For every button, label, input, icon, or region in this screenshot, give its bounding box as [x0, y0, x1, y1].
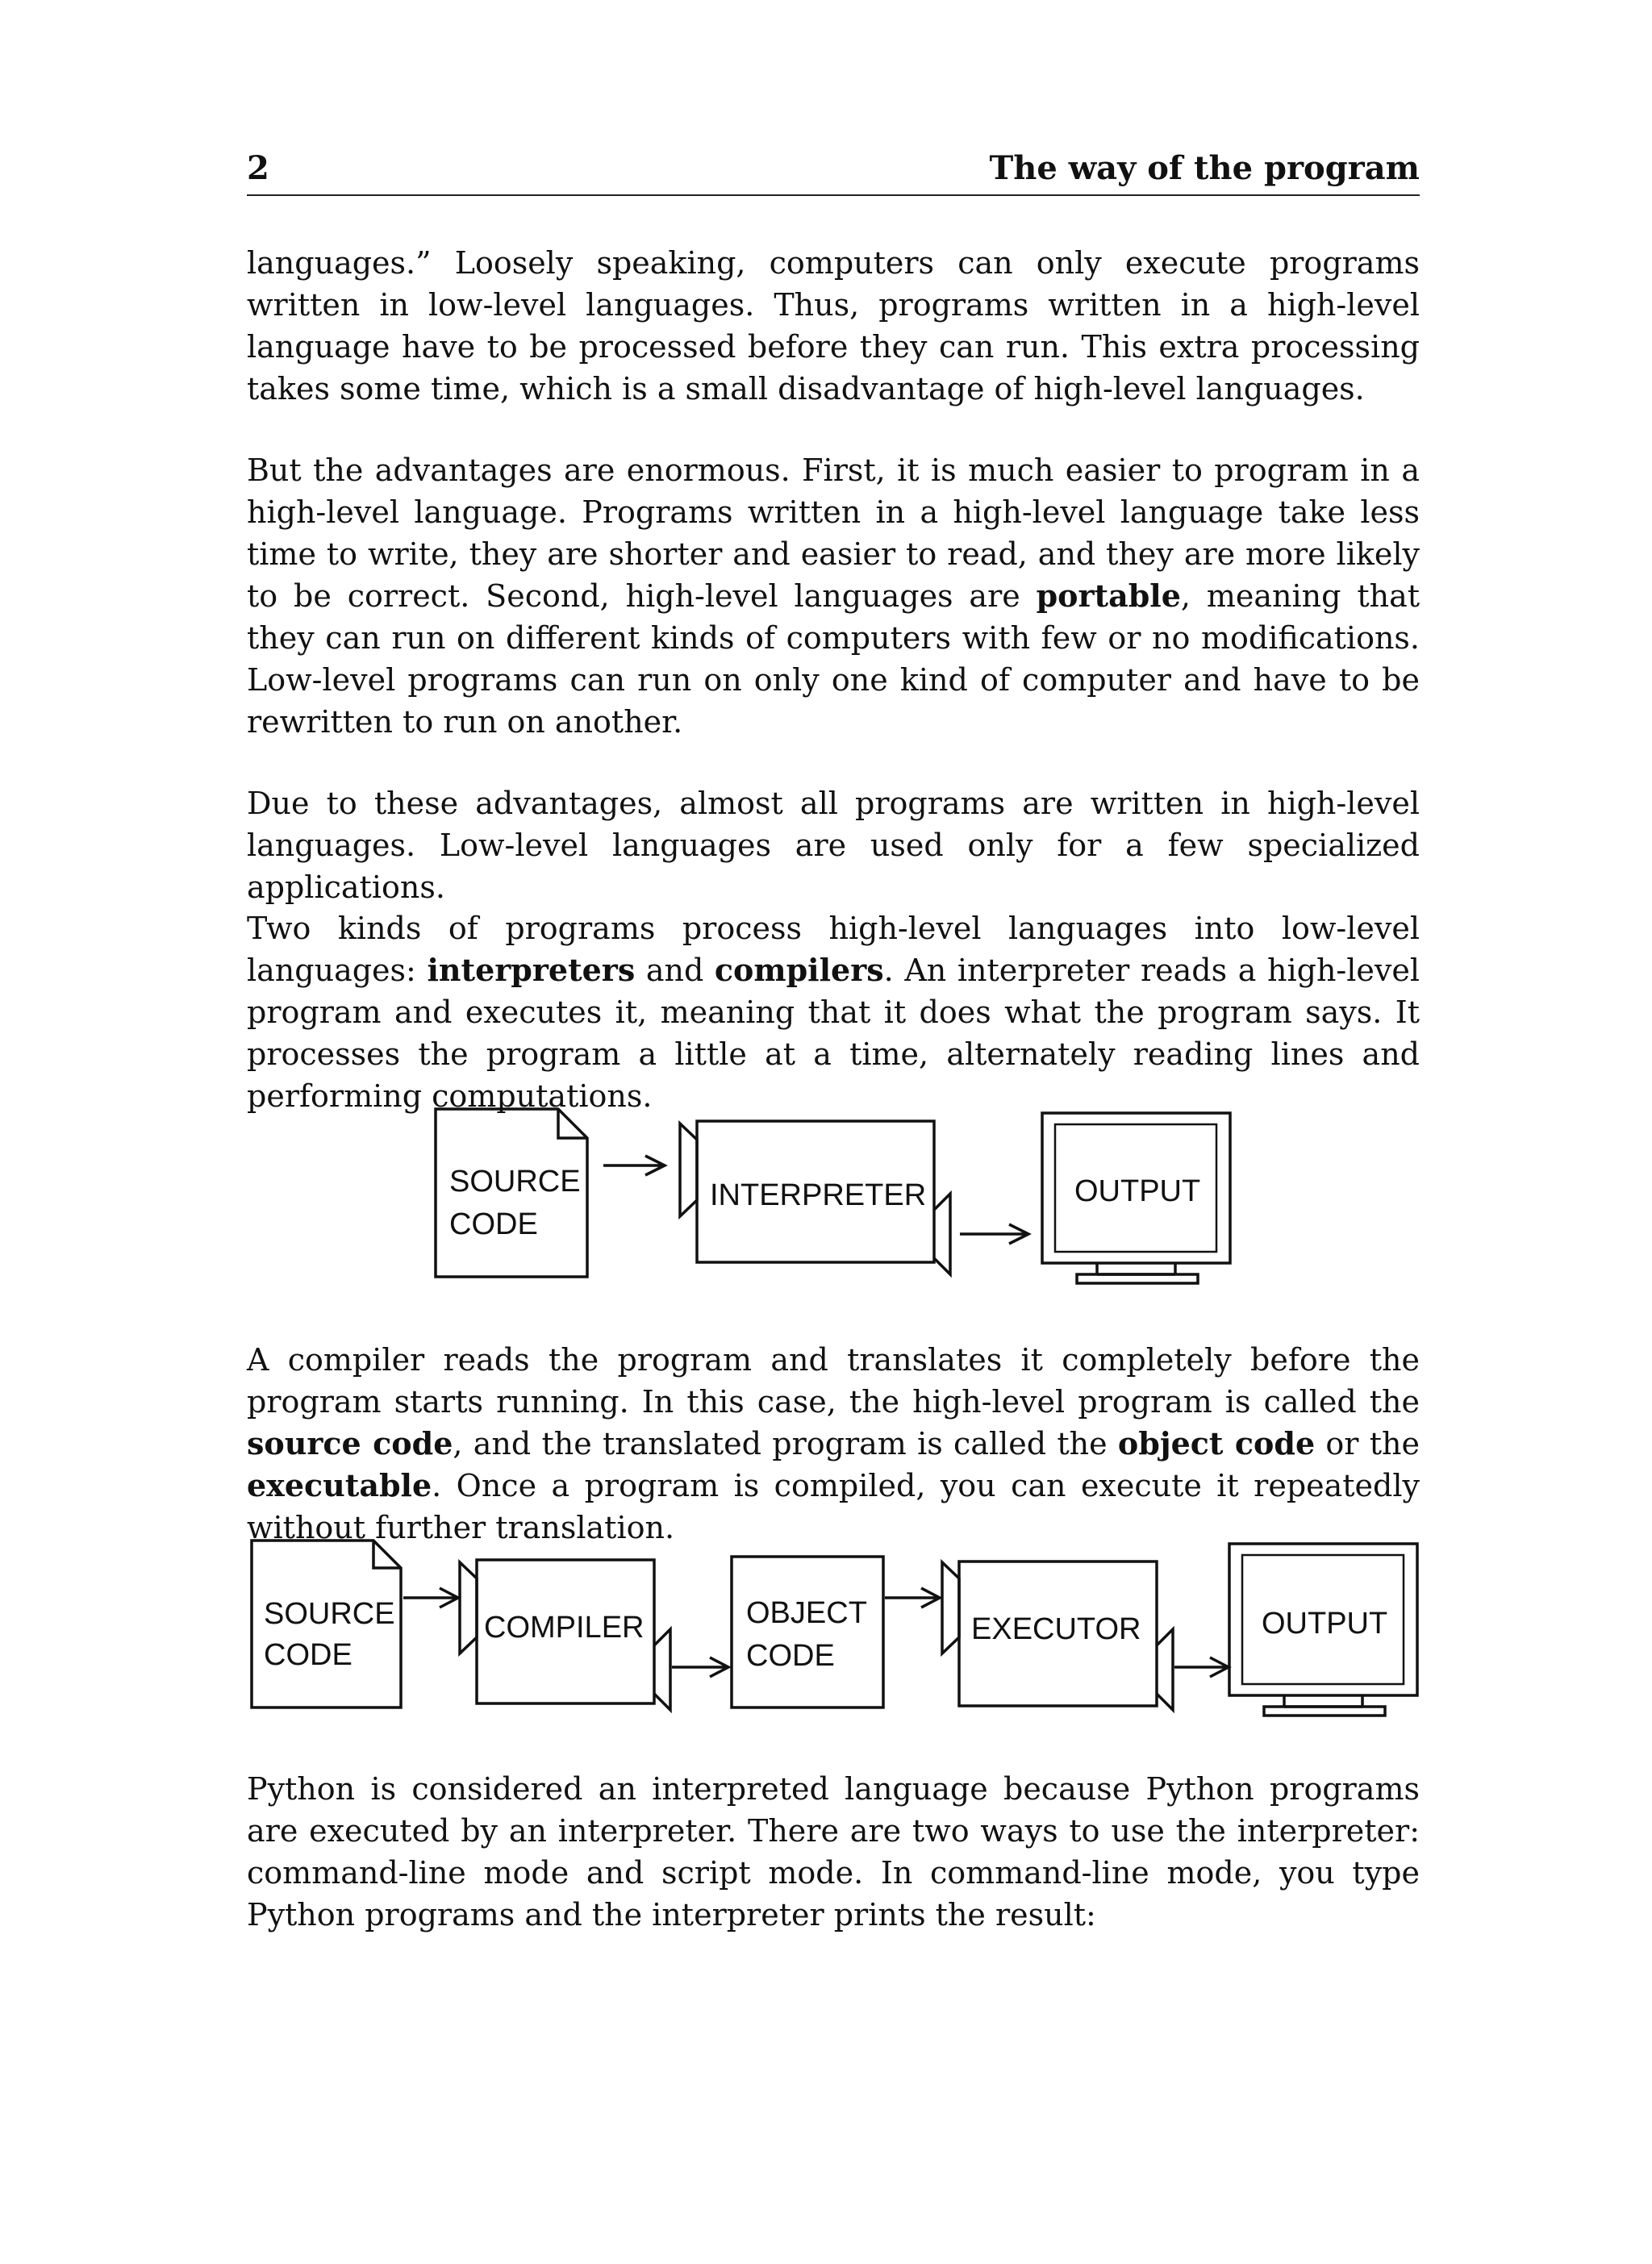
diagram1-interpreter-label: INTERPRETER: [710, 1178, 927, 1212]
object-code-box: [732, 1557, 883, 1707]
term-object-code: object code: [1117, 1425, 1316, 1461]
compiler-input-port: [460, 1562, 477, 1653]
paragraph-1: languages.” Loosely speaking, computers can only execute programs written in low-level languages. Thus, programs written in a high-level language have to be processed before they can run. This extra processing takes some time, which is a small disadvantage of high-level languages.: [247, 245, 1420, 407]
paragraph-4: Two kinds of programs process high-level languages into low-level languages: interpreters and compilers. An interpreter reads a high-level program and executes it, meaning that it does what the program says. It processes the program a little at a time, alternately reading lines and performing computations.: [247, 911, 1420, 1114]
arrow-executor-to-output: [1174, 1657, 1229, 1677]
arrow-compiler-to-object: [672, 1657, 728, 1677]
diagram2-source-line1: SOURCE: [264, 1597, 395, 1631]
diagram2-object-line1: OBJECT: [746, 1596, 867, 1630]
term-source-code: source code: [247, 1425, 453, 1461]
paragraph-2: But the advantages are enormous. First, it is much easier to program in a high-level language. Programs written in a high-level language take less time to write, they are shorter and easier to read, and they are more likely to be correct. Second, high-level languages are portable, meaning that they can run on different kinds of computers with few or no modifications. Low-level programs can run on only one kind of computer and have to be rewritten to run on another.: [247, 452, 1420, 740]
diagram2-compiler-label: COMPILER: [484, 1611, 645, 1645]
diagram1-source-line2: CODE: [449, 1207, 538, 1241]
term-executable: executable: [247, 1467, 432, 1503]
arrow-object-to-executor: [885, 1588, 940, 1607]
term-interpreters: interpreters: [427, 952, 636, 988]
diagram2-executor-label: EXECUTOR: [971, 1612, 1141, 1646]
diagram2-source-line2: CODE: [264, 1638, 353, 1672]
diagram2-output-label: OUTPUT: [1262, 1607, 1388, 1641]
diagram1-source-line1: SOURCE: [449, 1165, 581, 1199]
page-number: 2: [247, 149, 269, 187]
paragraph-6: Python is considered an interpreted language because Python programs are executed by an interpreter. There are two ways to use the interpreter: command-line mode and script mode. In command-line mode, you type Python programs and the interpreter prints the result:: [247, 1771, 1420, 1933]
paragraph-5: A compiler reads the program and translates it completely before the program starts running. In this case, the high-level program is called the source code, and the translated program is called the object code or the executable. Once a program is compiled, you can execute it repeatedly without further translation.: [247, 1342, 1420, 1545]
diagram1-output-label: OUTPUT: [1074, 1174, 1201, 1208]
executor-input-port: [942, 1562, 959, 1653]
chapter-title: The way of the program: [989, 149, 1420, 187]
monitor-neck: [1284, 1695, 1362, 1707]
monitor-base: [1264, 1707, 1385, 1716]
executor-output-port: [1157, 1629, 1173, 1710]
arrow-source-to-compiler: [403, 1588, 458, 1607]
paragraph-3: Due to these advantages, almost all programs are written in high-level languages. Low-level languages are used only for a few specialized applications.: [247, 786, 1420, 905]
term-compilers: compilers: [714, 952, 884, 988]
term-portable: portable: [1036, 577, 1181, 614]
compiler-output-port: [654, 1629, 670, 1710]
diagram2-object-line2: CODE: [746, 1639, 835, 1673]
